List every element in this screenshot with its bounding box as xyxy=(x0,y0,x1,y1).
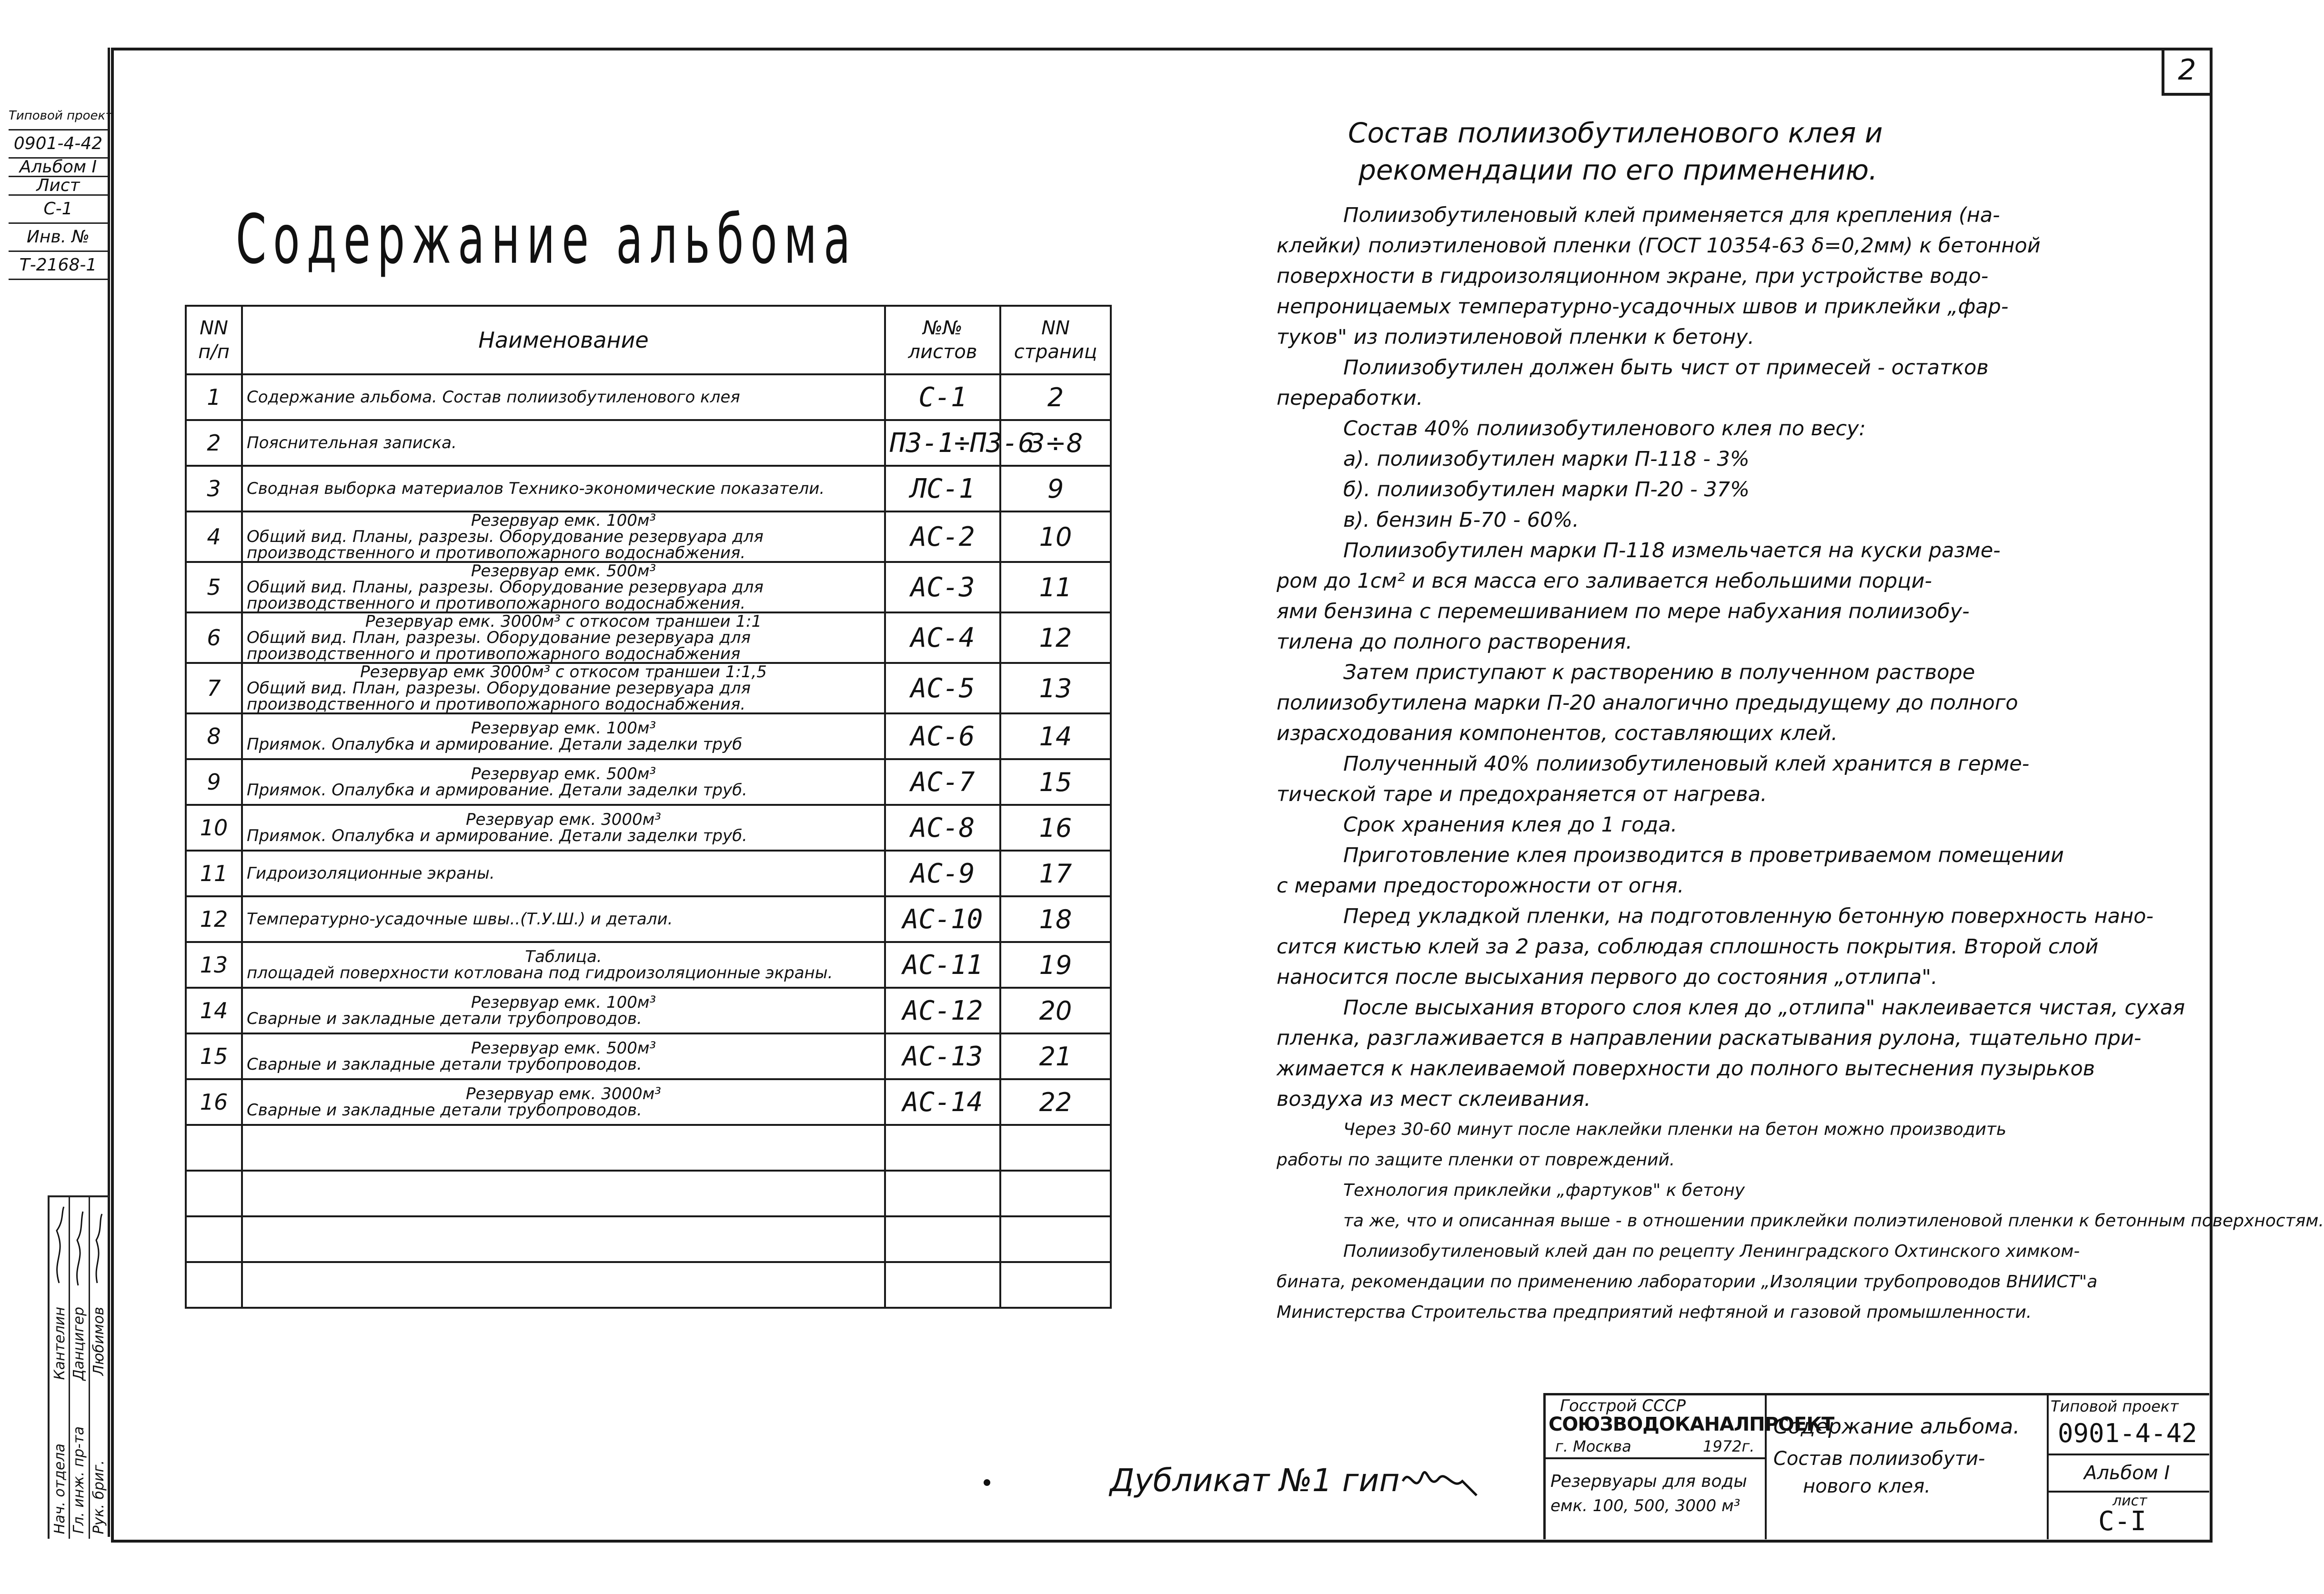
col-num-header: NN п/п xyxy=(186,306,242,374)
body-line: поверхности в гидроизоляционном экране, при устройстве водо- xyxy=(1277,264,1989,288)
body-line: ром до 1см² и вся масса его заливается небольшими порци- xyxy=(1277,569,1932,593)
row-number: 3 xyxy=(186,466,242,511)
body-line: та же, что и описанная выше - в отношении приклейки полиэтиленовой пленки к бетонным поверхностям. xyxy=(1343,1211,2324,1231)
table-row xyxy=(186,1079,1111,1125)
body-line: пленка, разглаживается в направлении раскатывания рулона, тщательно при- xyxy=(1277,1026,2142,1050)
table-row xyxy=(186,896,1111,942)
body-line: Затем приступают к растворению в полученном растворе xyxy=(1343,661,1975,684)
row-page: 9 xyxy=(1000,466,1111,511)
col-name-header: Наименование xyxy=(242,306,885,374)
row-number: 1 xyxy=(186,374,242,420)
row-subtitle: Резервуар емк. 3000м³ xyxy=(466,1084,661,1103)
row-description: Температурно-усадочные швы..(Т.У.Ш.) и детали. xyxy=(247,910,673,929)
row-sheet: АС-11 xyxy=(885,942,1000,988)
row-page: 13 xyxy=(1000,663,1111,713)
row-page: 15 xyxy=(1000,759,1111,805)
body-line: Полиизобутилен должен быть чист от примесей - остатков xyxy=(1343,356,1989,380)
tb-capacity: емк. 100, 500, 3000 м³ xyxy=(1550,1496,1740,1515)
row-description: Сварные и закладные детали трубопроводов. xyxy=(247,1101,642,1120)
section-heading xyxy=(1348,114,1883,189)
row-title xyxy=(242,1079,885,1125)
col-sheets-header: №№ листов xyxy=(885,306,1000,374)
body-line: бината, рекомендации по применению лаборатории „Изоляции трубопроводов ВНИИСТ"а xyxy=(1277,1272,2098,1292)
row-title xyxy=(242,374,885,420)
ink-dot xyxy=(984,1479,990,1486)
page-number: 2 xyxy=(2162,48,2210,96)
row-title xyxy=(242,713,885,759)
body-line: переработки. xyxy=(1277,386,1423,410)
body-line: наносится после высыхания первого до состояния „отлипа". xyxy=(1277,965,1938,989)
name-2: Данцигер xyxy=(70,1307,87,1381)
row-title xyxy=(242,663,885,713)
body-line: работы по защите пленки от повреждений. xyxy=(1277,1150,1675,1170)
row-number: 12 xyxy=(186,896,242,942)
row-description: Общий вид. Планы, разрезы. Оборудование резервуара для производственного и противопожарного водоснабжения. xyxy=(247,527,764,562)
row-page: 16 xyxy=(1000,805,1111,851)
handwritten-signature xyxy=(1400,1457,1481,1500)
empty-row xyxy=(186,1125,1111,1171)
row-sheet: ЛС-1 xyxy=(885,466,1000,511)
tb-org-1: Госстрой СССР xyxy=(1560,1396,1686,1415)
row-number: 8 xyxy=(186,713,242,759)
row-number: 14 xyxy=(186,988,242,1033)
row-title xyxy=(242,1033,885,1079)
table-body xyxy=(186,374,1111,1308)
table-row xyxy=(186,805,1111,851)
margin-project-code: 0901-4-42 xyxy=(9,130,108,159)
row-number: 4 xyxy=(186,511,242,562)
heading-line-2: рекомендации по его применению. xyxy=(1358,154,1878,186)
row-description: Общий вид. Планы, разрезы. Оборудование резервуара для производственного и противопожарного водоснабжения. xyxy=(247,578,764,613)
row-description: Приямок. Опалубка и армирование. Детали заделки труб xyxy=(247,735,743,754)
duplicate-note: Дубликат №1 гип xyxy=(1110,1462,1400,1499)
row-number: 5 xyxy=(186,562,242,612)
table-row xyxy=(186,713,1111,759)
table-row xyxy=(186,851,1111,896)
row-sheet: АС-2 xyxy=(885,511,1000,562)
body-line: туков" из полиэтиленовой пленки к бетону. xyxy=(1277,325,1755,349)
tb-org-2: СОЮЗВОДОКАНАЛПРОЕКТ xyxy=(1549,1414,1834,1435)
tb-title-1: Содержание альбома. xyxy=(1773,1414,2020,1439)
row-subtitle: Резервуар емк. 100м³ xyxy=(471,719,656,738)
row-sheet: АС-9 xyxy=(885,851,1000,896)
tb-city: г. Москва xyxy=(1555,1437,1631,1455)
album-title: Содержание альбома xyxy=(236,200,857,279)
row-number: 10 xyxy=(186,805,242,851)
table-row xyxy=(186,420,1111,466)
body-line: клейки) полиэтиленовой пленки (ГОСТ 10354-63 δ=0,2мм) к бетонной xyxy=(1277,234,2041,258)
row-description: Приямок. Опалубка и армирование. Детали заделки труб. xyxy=(247,781,747,800)
row-page: 12 xyxy=(1000,612,1111,663)
body-line: полиизобутилена марки П-20 аналогично предыдущему до полного xyxy=(1277,691,2018,715)
body-line: воздуха из мест склеивания. xyxy=(1277,1087,1591,1111)
body-line: Полиизобутилен марки П-118 измельчается на куски разме- xyxy=(1343,539,2001,562)
table-row xyxy=(186,562,1111,612)
body-line: После высыхания второго слоя клея до „отлипа" наклеивается чистая, сухая xyxy=(1343,996,2185,1020)
row-title xyxy=(242,896,885,942)
row-subtitle: Резервуар емк. 500м³ xyxy=(471,764,656,783)
empty-row xyxy=(186,1216,1111,1262)
row-page: 19 xyxy=(1000,942,1111,988)
row-number: 7 xyxy=(186,663,242,713)
row-sheet: АС-13 xyxy=(885,1033,1000,1079)
tb-project-code: 0901-4-42 xyxy=(2058,1418,2197,1448)
row-page: 10 xyxy=(1000,511,1111,562)
table-row xyxy=(186,374,1111,420)
row-page: 18 xyxy=(1000,896,1111,942)
row-sheet: АС-7 xyxy=(885,759,1000,805)
row-description: Сварные и закладные детали трубопроводов. xyxy=(247,1009,642,1028)
row-sheet: АС-5 xyxy=(885,663,1000,713)
body-line: Полученный 40% полиизобутиленовый клей хранится в герме- xyxy=(1343,752,2030,776)
row-sheet: АС-4 xyxy=(885,612,1000,663)
body-line: сится кистью клей за 2 раза, соблюдая сплошность покрытия. Второй слой xyxy=(1277,935,2099,959)
row-number: 9 xyxy=(186,759,242,805)
table-row xyxy=(186,1033,1111,1079)
margin-sheet-label: Лист xyxy=(9,177,108,196)
margin-stamp xyxy=(9,102,113,280)
row-description: Пояснительная записка. xyxy=(247,433,457,452)
body-line: Технология приклейки „фартуков" к бетону xyxy=(1343,1181,1745,1200)
row-description: площадей поверхности котлована под гидроизоляционные экраны. xyxy=(247,963,833,982)
row-title xyxy=(242,805,885,851)
role-3: Рук. бриг. xyxy=(91,1460,107,1534)
row-title xyxy=(242,562,885,612)
table-row xyxy=(186,663,1111,713)
margin-album: Альбом I xyxy=(9,159,108,177)
body-line: б). полиизобутилен марки П-20 - 37% xyxy=(1343,478,1750,501)
table-row xyxy=(186,942,1111,988)
tb-title-3: нового клея. xyxy=(1803,1475,1931,1497)
body-text xyxy=(1277,200,2324,1328)
row-sheet: С-1 xyxy=(885,374,1000,420)
tb-album: Альбом I xyxy=(2084,1462,2170,1484)
row-description: Сводная выборка материалов Технико-экономические показатели. xyxy=(247,479,825,498)
tb-project-label: Типовой проект xyxy=(2051,1397,2179,1415)
body-line: с мерами предосторожности от огня. xyxy=(1277,874,1684,898)
row-sheet: АС-12 xyxy=(885,988,1000,1033)
margin-inv-label: Инв. № xyxy=(9,224,108,252)
row-subtitle: Резервуар емк 3000м³ с откосом траншеи 1:1,5 xyxy=(360,662,767,682)
table-row xyxy=(186,511,1111,562)
row-page: 2 xyxy=(1000,374,1111,420)
tb-sheet: С-I xyxy=(2098,1506,2147,1537)
row-sheet: АС-8 xyxy=(885,805,1000,851)
row-title xyxy=(242,759,885,805)
row-sheet: АС-10 xyxy=(885,896,1000,942)
body-line: Министерства Строительства предприятий нефтяной и газовой промышленности. xyxy=(1277,1303,2032,1322)
row-number: 2 xyxy=(186,420,242,466)
row-page: 14 xyxy=(1000,713,1111,759)
name-3: Любимов xyxy=(91,1307,107,1376)
row-subtitle: Резервуар емк. 3000м³ xyxy=(466,810,661,829)
role-2: Гл. инж. пр-та xyxy=(70,1426,87,1534)
empty-row xyxy=(186,1171,1111,1216)
row-number: 6 xyxy=(186,612,242,663)
row-title xyxy=(242,851,885,896)
row-subtitle: Резервуар емк. 100м³ xyxy=(471,511,656,530)
body-line: Состав 40% полиизобутиленового клея по весу: xyxy=(1343,417,1866,441)
body-line: Приготовление клея производится в проветриваемом помещении xyxy=(1343,843,2064,867)
row-page: 3÷8 xyxy=(1000,420,1111,466)
body-line: а). полиизобутилен марки П-118 - 3% xyxy=(1343,447,1750,471)
row-description: Содержание альбома. Состав полиизобутиленового клея xyxy=(247,388,740,407)
margin-project-label: Типовой проект xyxy=(9,102,108,130)
contents-table xyxy=(185,305,1112,1309)
body-line: ями бензина с перемешиванием по мере набухания полиизобу- xyxy=(1277,600,1970,623)
body-line: жимается к наклеиваемой поверхности до полного вытеснения пузырьков xyxy=(1277,1057,2095,1081)
row-subtitle: Резервуар емк. 500м³ xyxy=(471,1039,656,1058)
body-line: Полиизобутиленовый клей дан по рецепту Ленинградского Охтинского химком- xyxy=(1343,1242,2080,1261)
empty-row xyxy=(186,1262,1111,1308)
table-row xyxy=(186,759,1111,805)
row-subtitle: Таблица. xyxy=(525,947,602,966)
margin-sheet: С-1 xyxy=(9,196,108,224)
body-line: тилена до полного растворения. xyxy=(1277,630,1632,654)
name-1: Кантелин xyxy=(51,1307,68,1380)
title-block xyxy=(1543,1393,2209,1539)
table-row xyxy=(186,466,1111,511)
row-title xyxy=(242,511,885,562)
row-title xyxy=(242,942,885,988)
tb-title-2: Состав полиизобути- xyxy=(1773,1448,1985,1470)
table-row xyxy=(186,612,1111,663)
row-title xyxy=(242,988,885,1033)
row-description: Гидроизоляционные экраны. xyxy=(247,864,495,883)
row-sheet: АС-14 xyxy=(885,1079,1000,1125)
body-line: израсходования компонентов, составляющих клей. xyxy=(1277,722,1838,745)
body-line: Полиизобутиленовый клей применяется для крепления (на- xyxy=(1343,203,2000,227)
row-page: 11 xyxy=(1000,562,1111,612)
table-header xyxy=(186,306,1111,374)
body-line: Через 30-60 минут после наклейки пленки на бетон можно производить xyxy=(1343,1120,2007,1139)
row-description: Общий вид. План, разрезы. Оборудование резервуара для производственного и противопожарного водоснабжения. xyxy=(247,679,751,714)
margin-inv: Т-2168-1 xyxy=(9,252,108,280)
row-subtitle: Резервуар емк. 500м³ xyxy=(471,561,656,581)
row-number: 16 xyxy=(186,1079,242,1125)
role-1: Нач. отдела xyxy=(51,1443,68,1534)
row-subtitle: Резервуар емк. 100м³ xyxy=(471,993,656,1012)
row-number: 13 xyxy=(186,942,242,988)
heading-line-1: Состав полиизобутиленового клея и xyxy=(1348,117,1883,149)
table-row xyxy=(186,988,1111,1033)
col-pages-header: NN страниц xyxy=(1000,306,1111,374)
body-line: тической таре и предохраняется от нагрева. xyxy=(1277,782,1767,806)
row-title xyxy=(242,466,885,511)
row-sheet: ПЗ-1÷ПЗ-6 xyxy=(885,420,1000,466)
body-line: непроницаемых температурно-усадочных швов и приклейки „фар- xyxy=(1277,295,2009,319)
body-line: в). бензин Б-70 - 60%. xyxy=(1343,508,1579,532)
row-sheet: АС-3 xyxy=(885,562,1000,612)
row-title xyxy=(242,420,885,466)
signature-stamp xyxy=(48,1195,110,1539)
tb-subject: Резервуары для воды xyxy=(1550,1472,1747,1491)
row-subtitle: Резервуар емк. 3000м³ с откосом траншеи 1:1 xyxy=(365,612,762,631)
tb-sheet-label: лист xyxy=(2113,1493,2147,1509)
row-number: 11 xyxy=(186,851,242,896)
row-page: 22 xyxy=(1000,1079,1111,1125)
row-page: 17 xyxy=(1000,851,1111,896)
row-description: Приямок. Опалубка и армирование. Детали заделки труб. xyxy=(247,826,747,845)
body-line: Перед укладкой пленки, на подготовленную бетонную поверхность нано- xyxy=(1343,904,2153,928)
tb-year: 1972г. xyxy=(1703,1437,1755,1455)
row-description: Общий вид. План, разрезы. Оборудование резервуара для производственного и противопожарного водоснабжения xyxy=(247,628,751,663)
row-page: 20 xyxy=(1000,988,1111,1033)
row-page: 21 xyxy=(1000,1033,1111,1079)
body-line: Срок хранения клея до 1 года. xyxy=(1343,813,1678,837)
row-description: Сварные и закладные детали трубопроводов. xyxy=(247,1055,642,1074)
row-title xyxy=(242,612,885,663)
row-sheet: АС-6 xyxy=(885,713,1000,759)
signatures xyxy=(50,1202,110,1293)
row-number: 15 xyxy=(186,1033,242,1079)
